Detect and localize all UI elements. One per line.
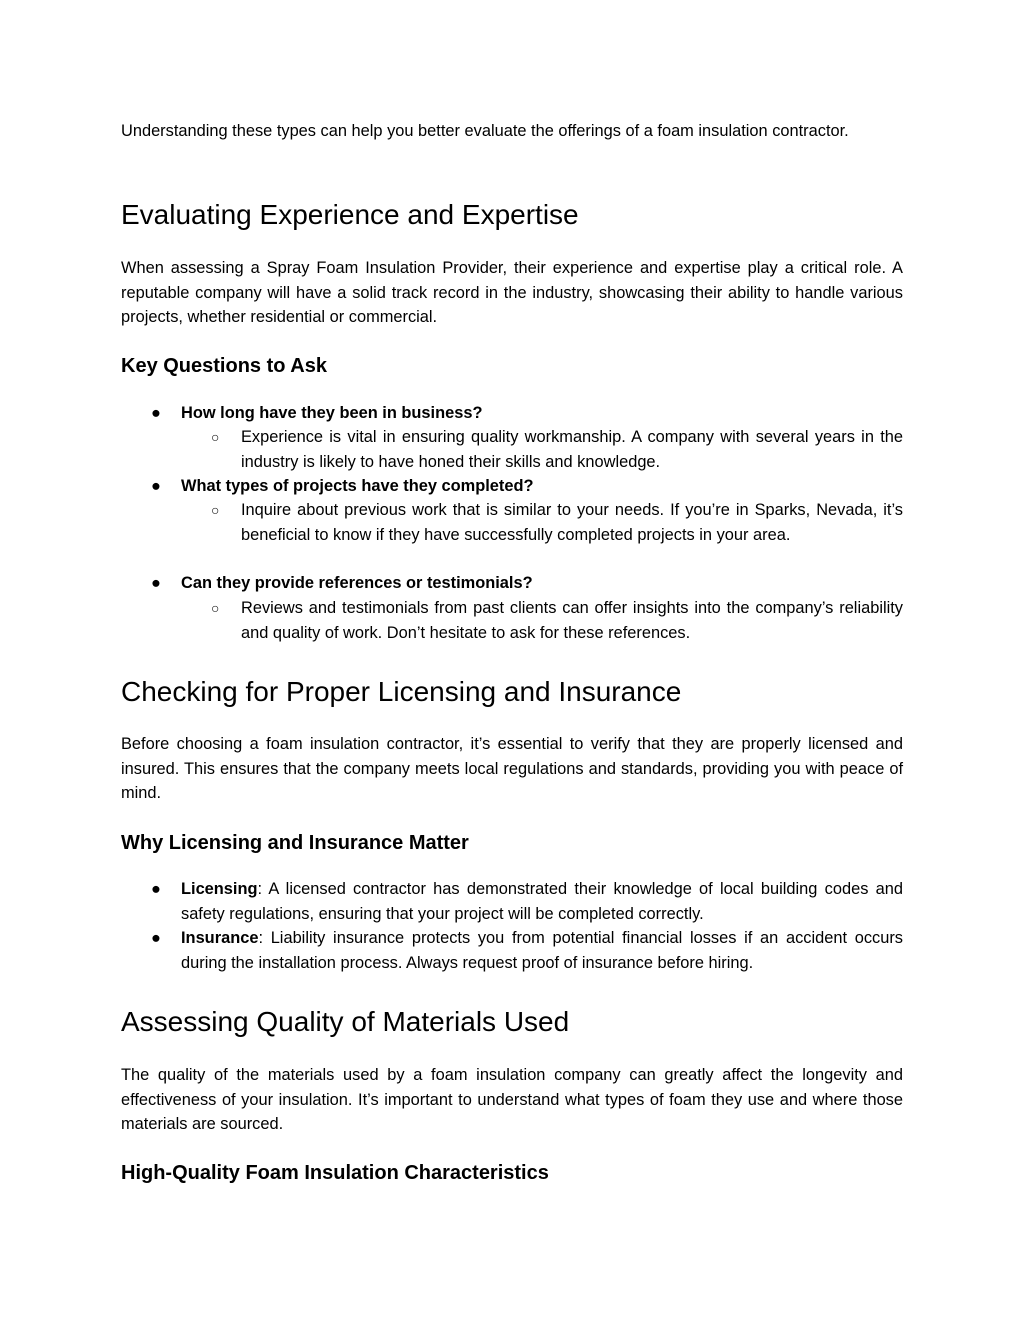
term-description: : A licensed contractor has demonstrated their knowledge of local building codes and safety regulations, ensuring that your project will be completed correctly. bbox=[181, 880, 903, 923]
bullet-icon: ● bbox=[151, 574, 161, 592]
question-text: How long have they been in business? bbox=[181, 404, 483, 422]
intro-paragraph: Understanding these types can help you better evaluate the offerings of a foam insulation contractor. bbox=[121, 122, 849, 140]
subheading-key-questions: Key Questions to Ask bbox=[121, 355, 327, 377]
bullet-icon: ● bbox=[151, 404, 161, 422]
term-label: Insurance bbox=[181, 929, 259, 947]
licensing-item bbox=[181, 877, 903, 926]
section-heading-experience: Evaluating Experience and Expertise bbox=[121, 199, 579, 230]
section-heading-materials: Assessing Quality of Materials Used bbox=[121, 1006, 570, 1037]
answer-text: Experience is vital in ensuring quality workmanship. A company with several years in the industry is likely to have honed their skills and knowledge. bbox=[241, 428, 903, 471]
materials-paragraph: The quality of the materials used by a foam insulation company can greatly affect the longevity and effectiveness of your insulation. It’s important to understand what types of foam they use and where those materials are sourced. bbox=[121, 1066, 903, 1133]
section-heading-licensing: Checking for Proper Licensing and Insurance bbox=[121, 676, 682, 707]
bullet-icon: ● bbox=[151, 929, 161, 947]
insurance-item bbox=[181, 926, 903, 975]
bullet-icon: ● bbox=[151, 477, 161, 495]
sub-bullet-icon: ○ bbox=[211, 600, 220, 616]
experience-paragraph: When assessing a Spray Foam Insulation Provider, their experience and expertise play a critical role. A reputable company will have a solid track record in the industry, showcasing their ability to handle various projects, whether residential or commercial. bbox=[121, 259, 903, 326]
subheading-why-licensing: Why Licensing and Insurance Matter bbox=[121, 832, 469, 854]
subheading-foam-characteristics: High-Quality Foam Insulation Characteristics bbox=[121, 1162, 549, 1184]
answer-text: Inquire about previous work that is similar to your needs. If you’re in Sparks, Nevada, it’s beneficial to know if they have successfully completed projects in your area. bbox=[241, 501, 903, 544]
sub-bullet-icon: ○ bbox=[211, 429, 220, 445]
bullet-icon: ● bbox=[151, 880, 161, 898]
term-label: Licensing bbox=[181, 880, 258, 898]
question-text: What types of projects have they completed? bbox=[181, 477, 534, 495]
term-description: : Liability insurance protects you from potential financial losses if an accident occurs during the installation process. Always request proof of insurance before hiring. bbox=[181, 929, 903, 972]
answer-text: Reviews and testimonials from past clients can offer insights into the company’s reliability and quality of work. Don’t hesitate to ask for these references. bbox=[241, 599, 903, 642]
question-text: Can they provide references or testimonials? bbox=[181, 574, 533, 592]
licensing-paragraph: Before choosing a foam insulation contractor, it’s essential to verify that they are properly licensed and insured. This ensures that the company meets local regulations and standards, providing you with peace of mind. bbox=[121, 735, 903, 802]
sub-bullet-icon: ○ bbox=[211, 502, 220, 518]
